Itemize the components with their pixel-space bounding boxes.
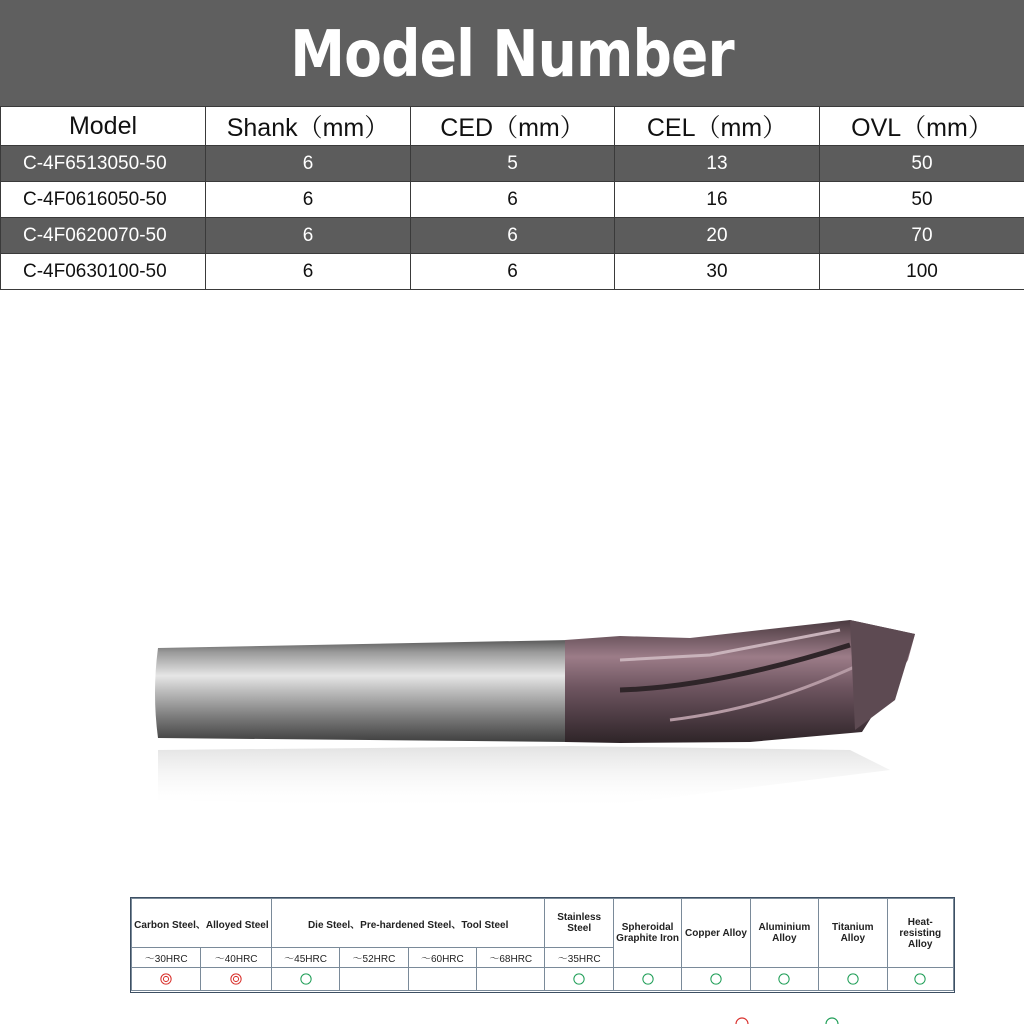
suitability-cell <box>613 968 681 991</box>
table-row <box>1 182 1024 218</box>
material-aluminium-alloy: Aluminium Alloy <box>750 899 818 968</box>
suitability-cell <box>340 968 408 991</box>
end-mill-image <box>150 600 920 900</box>
page-title: Model Number <box>290 18 734 92</box>
model-cell: C-4F0616050-50 <box>1 182 206 218</box>
table-row <box>1 146 1024 182</box>
suitability-cell <box>201 968 271 991</box>
ced-cell: 6 <box>411 182 615 218</box>
ovl-cell: 100 <box>820 254 1024 290</box>
cel-cell: 30 <box>615 254 820 290</box>
cel-cell: 20 <box>615 218 820 254</box>
double-circle-icon <box>230 973 242 985</box>
col-header-ovl: OVL（mm） <box>820 107 1024 146</box>
material-header-row <box>132 899 954 948</box>
spec-header-row <box>1 107 1024 146</box>
circle-icon <box>826 1018 838 1024</box>
cel-cell: 16 <box>615 182 820 218</box>
suitability-cell <box>477 968 545 991</box>
shank-cell: 6 <box>206 146 411 182</box>
material-carbon-steel: Carbon Steel、Alloyed Steel <box>132 899 272 948</box>
hardness-cell: ～30HRC <box>132 948 201 968</box>
cel-cell: 13 <box>615 146 820 182</box>
col-header-cel: CEL（mm） <box>615 107 820 146</box>
suitability-cell <box>545 968 613 991</box>
hardness-cell: ～52HRC <box>340 948 408 968</box>
suitability-cell <box>750 968 818 991</box>
material-heat-resisting-alloy: Heat-resisting Alloy <box>887 899 954 968</box>
shank-cell: 6 <box>206 254 411 290</box>
hardness-cell: ～60HRC <box>408 948 476 968</box>
double-circle-icon <box>160 973 172 985</box>
circle-icon <box>710 973 722 985</box>
ced-cell: 6 <box>411 218 615 254</box>
model-cell: C-4F0620070-50 <box>1 218 206 254</box>
shank-cell: 6 <box>206 182 411 218</box>
circle-icon <box>642 973 654 985</box>
hardness-cell: ～68HRC <box>477 948 545 968</box>
ovl-cell: 50 <box>820 146 1024 182</box>
hardness-cell: ～35HRC <box>545 948 613 968</box>
suitability-cell <box>271 968 339 991</box>
spec-table <box>0 106 1024 290</box>
col-header-shank: Shank（mm） <box>206 107 411 146</box>
material-table <box>131 898 954 991</box>
suitability-cell <box>682 968 750 991</box>
circle-icon <box>914 973 926 985</box>
model-cell: C-4F0630100-50 <box>1 254 206 290</box>
circle-icon <box>847 973 859 985</box>
ovl-cell: 70 <box>820 218 1024 254</box>
suitability-cell <box>408 968 476 991</box>
ced-cell: 5 <box>411 146 615 182</box>
col-header-ced: CED（mm） <box>411 107 615 146</box>
ovl-cell: 50 <box>820 182 1024 218</box>
suitability-cell <box>819 968 887 991</box>
suitability-cell <box>132 968 201 991</box>
table-row <box>1 254 1024 290</box>
table-row <box>1 218 1024 254</box>
material-spheroidal-graphite-iron: Spheroidal Graphite Iron <box>613 899 681 968</box>
ced-cell: 6 <box>411 254 615 290</box>
material-stainless-steel: Stainless Steel <box>545 899 613 948</box>
suitability-row <box>132 968 954 991</box>
circle-icon <box>300 973 312 985</box>
hardness-cell: ～40HRC <box>201 948 271 968</box>
circle-icon <box>573 973 585 985</box>
model-cell: C-4F6513050-50 <box>1 146 206 182</box>
col-header-model: Model <box>1 107 206 146</box>
material-titanium-alloy: Titanium Alloy <box>819 899 887 968</box>
legend-partial <box>735 1016 935 1024</box>
material-die-steel: Die Steel、Pre-hardened Steel、Tool Steel <box>271 899 545 948</box>
hardness-cell: ～45HRC <box>271 948 339 968</box>
shank-cell: 6 <box>206 218 411 254</box>
suitability-cell <box>887 968 954 991</box>
circle-icon <box>778 973 790 985</box>
material-copper-alloy: Copper Alloy <box>682 899 750 968</box>
double-circle-icon <box>736 1018 748 1024</box>
